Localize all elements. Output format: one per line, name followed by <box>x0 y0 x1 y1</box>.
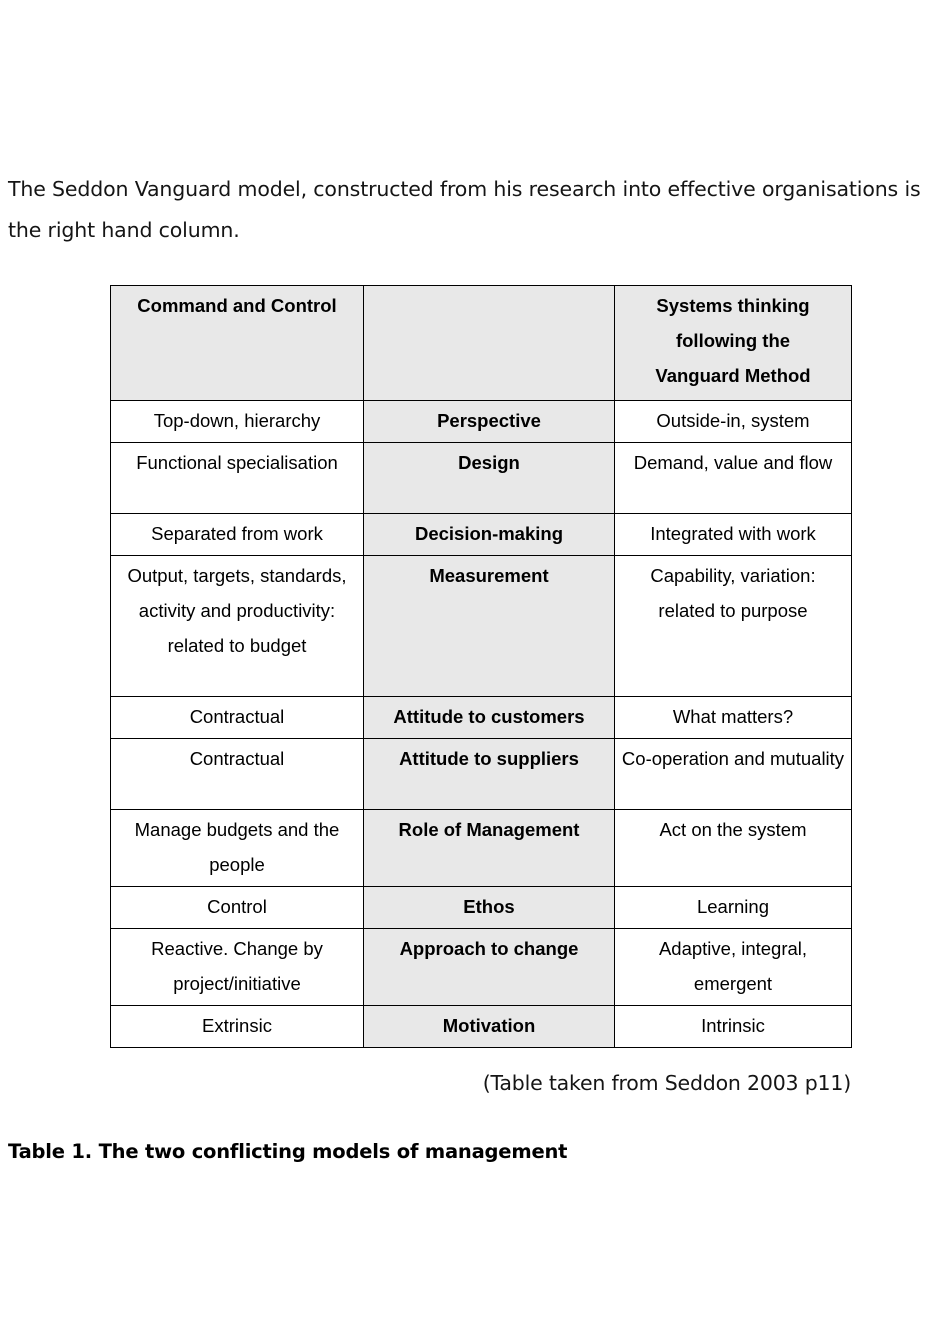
cell-dimension-design: Design <box>364 443 615 514</box>
table-source-note: (Table taken from Seddon 2003 p11) <box>482 1070 851 1095</box>
header-line-3: Vanguard Method <box>655 365 811 386</box>
cell-systems-perspective: Outside-in, system <box>615 401 852 443</box>
cell-command-measurement: Output, targets, standards, activity and productivity: related to budget <box>111 556 364 697</box>
cell-command-motivation: Extrinsic <box>111 1006 364 1048</box>
header-cell-systems-thinking <box>615 286 852 401</box>
table-row <box>111 401 852 443</box>
cell-systems-approach-to-change: Adaptive, integral, emergent <box>615 929 852 1006</box>
cell-command-ethos: Control <box>111 887 364 929</box>
cell-command-attitude-to-customers: Contractual <box>111 697 364 739</box>
cell-command-decision-making: Separated from work <box>111 514 364 556</box>
cell-systems-measurement: Capability, variation: related to purpose <box>615 556 852 697</box>
cell-dimension-attitude-to-customers: Attitude to customers <box>364 697 615 739</box>
cell-dimension-measurement: Measurement <box>364 556 615 697</box>
table-row <box>111 556 852 697</box>
cell-dimension-decision-making: Decision-making <box>364 514 615 556</box>
table-row <box>111 697 852 739</box>
table-caption: Table 1. The two conflicting models of management <box>8 1139 568 1163</box>
cell-command-design: Functional specialisation <box>111 443 364 514</box>
comparison-table-wrapper <box>110 285 851 1048</box>
comparison-table <box>110 285 852 1048</box>
cell-systems-attitude-to-suppliers: Co-operation and mutuality <box>615 739 852 810</box>
table-row <box>111 1006 852 1048</box>
cell-dimension-perspective: Perspective <box>364 401 615 443</box>
table-row <box>111 443 852 514</box>
table-row <box>111 887 852 929</box>
cell-command-attitude-to-suppliers: Contractual <box>111 739 364 810</box>
cell-systems-decision-making: Integrated with work <box>615 514 852 556</box>
header-line-2: following the <box>675 330 791 351</box>
cell-systems-design: Demand, value and flow <box>615 443 852 514</box>
cell-dimension-approach-to-change: Approach to change <box>364 929 615 1006</box>
cell-command-approach-to-change: Reactive. Change by project/initiative <box>111 929 364 1006</box>
cell-dimension-attitude-to-suppliers: Attitude to suppliers <box>364 739 615 810</box>
intro-paragraph: The Seddon Vanguard model, constructed from his research into effective organisations is the right hand column. <box>8 176 921 242</box>
cell-command-perspective: Top-down, hierarchy <box>111 401 364 443</box>
cell-systems-role-of-management: Act on the system <box>615 810 852 887</box>
table-header-row <box>111 286 852 401</box>
cell-dimension-motivation: Motivation <box>364 1006 615 1048</box>
cell-systems-attitude-to-customers: What matters? <box>615 697 852 739</box>
cell-dimension-ethos: Ethos <box>364 887 615 929</box>
table-row <box>111 929 852 1006</box>
cell-systems-motivation: Intrinsic <box>615 1006 852 1048</box>
header-line-1: Systems thinking <box>656 295 810 316</box>
header-cell-dimension-empty <box>364 286 615 401</box>
cell-systems-ethos: Learning <box>615 887 852 929</box>
table-row <box>111 810 852 887</box>
header-cell-command-and-control: Command and Control <box>111 286 364 401</box>
cell-command-role-of-management: Manage budgets and the people <box>111 810 364 887</box>
table-row <box>111 739 852 810</box>
table-body <box>111 286 852 1048</box>
table-row <box>111 514 852 556</box>
cell-dimension-role-of-management: Role of Management <box>364 810 615 887</box>
